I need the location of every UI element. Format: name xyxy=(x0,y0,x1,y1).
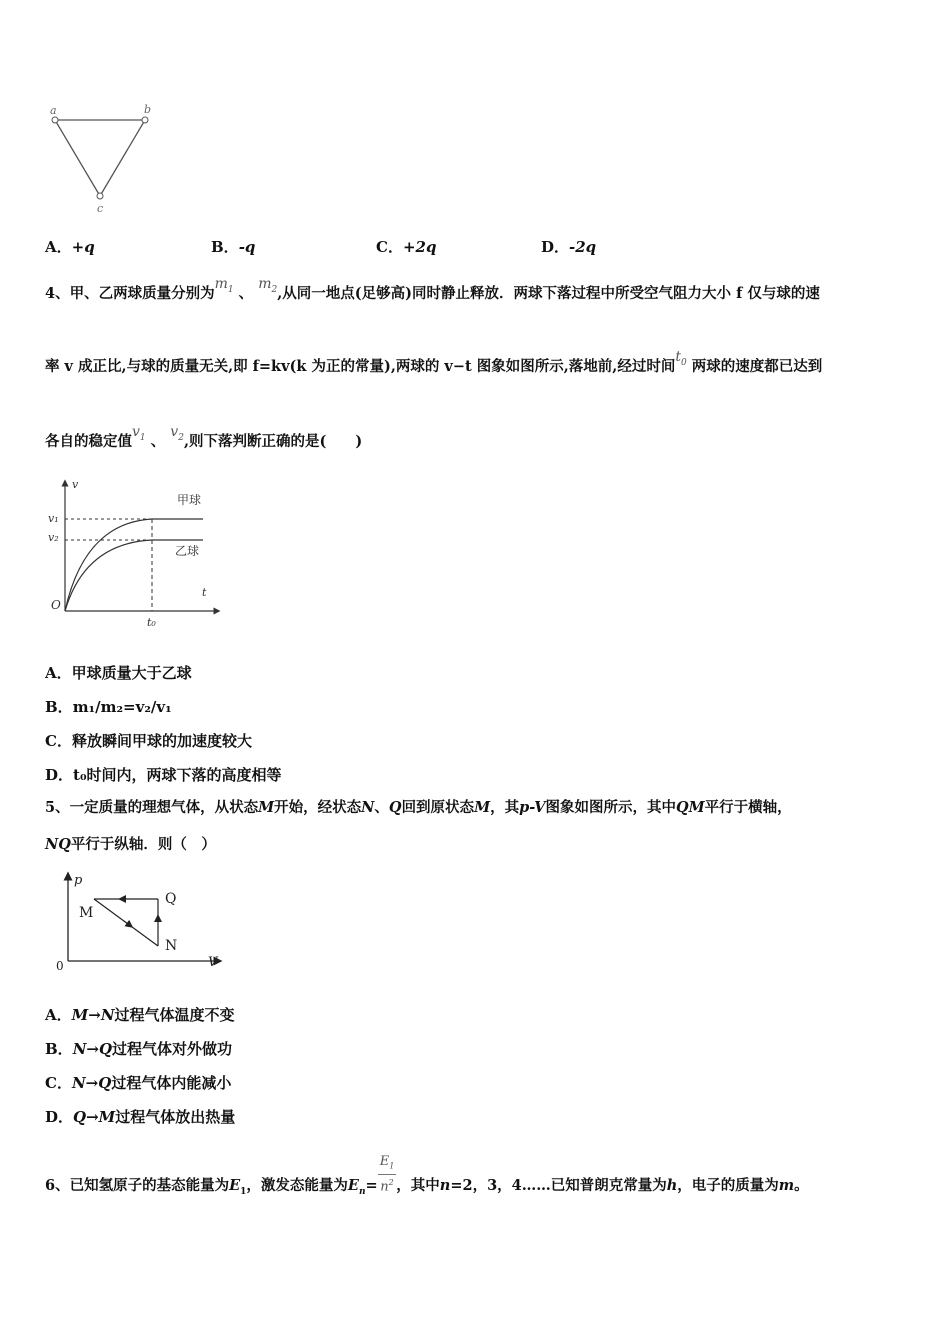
q4-option-a: A．甲球质量大于乙球 xyxy=(45,664,192,682)
v2-label: v₂ xyxy=(48,531,59,544)
label-b: b xyxy=(144,103,152,116)
state-M-label: M xyxy=(79,905,94,921)
v1-label: v₁ xyxy=(48,512,59,525)
fraction-E1-over-n2: $\frac{E_1}{n^2}$ xyxy=(379,1154,395,1194)
curve-jia-label: 甲球 xyxy=(177,493,202,507)
axis-t-label: t xyxy=(202,586,207,599)
q5-option-b: B．N→Q过程气体对外做功 xyxy=(45,1040,233,1058)
q3-option-a: A．+q xyxy=(45,238,95,256)
origin-label-pv: 0 xyxy=(56,959,64,973)
curve-yi-label: 乙球 xyxy=(175,544,200,558)
q4-line-1: 4、甲、乙两球质量分别为$m_1$ 、 $m_2$,从同一地点(足够高)同时静止释放．两球下落过程中所受空气阻力大小 f 仅与球的速 xyxy=(45,276,820,302)
label-a: a xyxy=(50,104,57,117)
axis-p-label: p xyxy=(74,873,83,888)
q5-option-d: D．Q→M过程气体放出热量 xyxy=(45,1108,236,1126)
q5-line-2: NQ平行于纵轴．则（ ） xyxy=(45,836,216,853)
q5-option-a: A．M→N过程气体温度不变 xyxy=(45,1006,235,1024)
q3-option-d: D．-2q xyxy=(541,238,597,256)
vt-graph xyxy=(45,478,225,628)
q3-option-b: B．-q xyxy=(211,238,256,256)
q4-line-2: 率 v 成正比,与球的质量无关,即 f=kv(k 为正的常量),两球的 v−t 图象如图所示,落地前,经过时间$t_0$ 两球的速度都已达到 xyxy=(45,349,823,375)
q4-option-b: B．m₁/m₂=v₂/v₁ xyxy=(45,698,172,716)
t0-label: t₀ xyxy=(147,616,156,629)
state-N-label: N xyxy=(165,938,178,954)
curve-jia xyxy=(65,519,203,611)
q6-line: 6、已知氢原子的基态能量为$E_1$，激发态能量为$E_n=$ $\frac{E_1}{n^2}$ ，其中n=2，3，4……已知普朗克常量为h，电子的质量为m。 xyxy=(45,1154,809,1197)
label-c: c xyxy=(97,202,104,215)
state-Q-label: Q xyxy=(165,891,177,907)
q5-line-1: 5、一定质量的理想气体，从状态M开始，经状态N、Q回到原状态M，其p-V图象如图所示，其中QM平行于横轴， xyxy=(45,799,792,816)
triangle-figure xyxy=(45,100,165,220)
q4-option-d: D．t₀时间内，两球下落的高度相等 xyxy=(45,766,282,784)
axis-v-label: v xyxy=(72,478,79,491)
origin-label: O xyxy=(51,598,61,612)
q4-line-3: 各自的稳定值$v_1$ 、 $v_2$,则下落判断正确的是( ) xyxy=(45,424,363,450)
pv-graph xyxy=(50,866,230,976)
q3-option-c: C．+2q xyxy=(376,238,437,256)
q5-option-c: C．N→Q过程气体内能减小 xyxy=(45,1074,232,1092)
axis-V-label: V xyxy=(208,955,218,970)
q4-option-c: C．释放瞬间甲球的加速度较大 xyxy=(45,732,252,750)
